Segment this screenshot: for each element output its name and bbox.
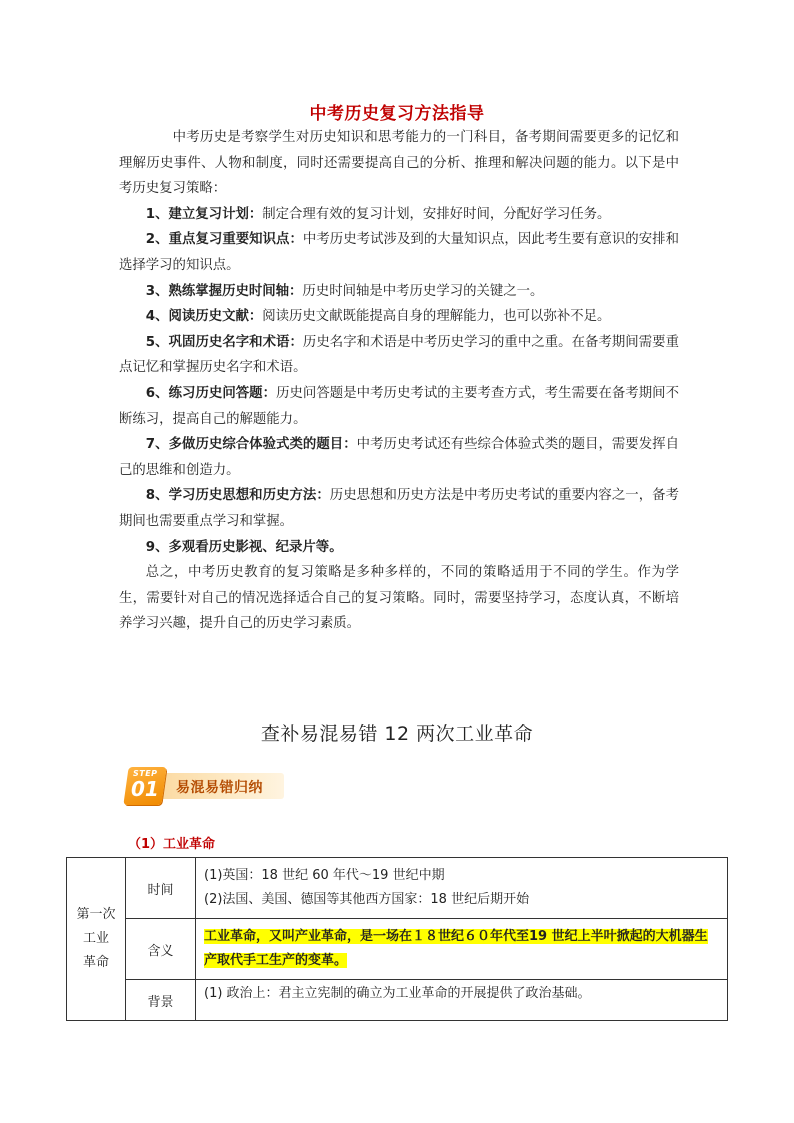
guide-body xyxy=(119,125,679,637)
row-label-time: 时间 xyxy=(126,858,196,919)
row-label-meaning: 含义 xyxy=(126,919,196,980)
row-content-meaning xyxy=(196,919,728,980)
row-group-label xyxy=(67,858,126,1021)
intro-paragraph: 中考历史是考察学生对历史知识和思考能力的一门科目，备考期间需要更多的记忆和理解历史事件、人物和制度，同时还需要提高自己的分析、推理和解决问题的能力。以下是中考历史复习策略： xyxy=(119,130,679,197)
subheading-industrial-revolution: （1）工业革命 xyxy=(128,837,216,852)
strategy-item-2: 2、重点复习重要知识点：中考历史考试涉及到的大量知识点，因此考生要有意识的安排和选择学习的知识点。 xyxy=(119,232,679,273)
row-label-background: 背景 xyxy=(126,980,196,1021)
step-number: 01 xyxy=(131,777,159,801)
guide-title: 中考历史复习方法指导 xyxy=(309,104,485,124)
time-line-2: (2)法国、美国、德国等其他西方国家：18 世纪后期开始 xyxy=(204,892,530,907)
strategy-item-6: 6、练习历史问答题：历史问答题是中考历史考试的主要考查方式，考生需要在备考期间不断练习，提高自己的解题能力。 xyxy=(119,385,679,427)
row-content-time xyxy=(196,858,728,919)
strategy-item-8: 8、学习历史思想和历史方法：历史思想和历史方法是中考历史考试的重要内容之一，备考期间也需要重点学习和掌握。 xyxy=(119,488,679,529)
industrial-revolution-table xyxy=(66,857,728,1021)
strategy-item-3: 3、熟练掌握历史时间轴：历史时间轴是中考历史学习的关键之一。 xyxy=(145,283,544,299)
meaning-highlight: 工业革命，又叫产业革命，是一场在１８世纪６０年代至19 世纪上半叶掀起的大机器生产取代手工生产的变革。 xyxy=(204,929,708,968)
first-industrial-revolution-label: 第一次 工业 革命 xyxy=(76,907,116,970)
strategy-item-1: 1、建立复习计划：制定合理有效的复习计划，安排好时间，分配好学习任务。 xyxy=(145,206,611,222)
row-content-background: (1) 政治上：君主立宪制的确立为工业革命的开展提供了政治基础。 xyxy=(196,980,728,1021)
table-row xyxy=(67,858,728,919)
strategy-item-7: 7、多做历史综合体验式类的题目：中考历史考试还有些综合体验式类的题目，需要发挥自己的思维和创造力。 xyxy=(119,437,679,478)
step-word: STEP xyxy=(133,769,158,778)
strategy-item-4: 4、阅读历史文献：阅读历史文献既能提高自身的理解能力，也可以弥补不足。 xyxy=(145,309,611,325)
table-row xyxy=(67,919,728,980)
conclusion-paragraph: 总之，中考历史教育的复习策略是多种多样的，不同的策略适用于不同的学生。作为学生，需要针对自己的情况选择适合自己的复习策略。同时，需要坚持学习，态度认真，不断培养学习兴趣，提升自己的历史学习素质。 xyxy=(119,565,679,632)
step-label: 易混易错归纳 xyxy=(176,780,263,796)
strategy-item-9: 9、多观看历史影视、纪录片等。 xyxy=(145,539,343,555)
section-title: 查补易混易错 12 两次工业革命 xyxy=(260,723,534,745)
time-line-1: (1)英国：18 世纪 60 年代～19 世纪中期 xyxy=(204,868,445,883)
table-row xyxy=(67,980,728,1021)
step-badge xyxy=(126,767,288,811)
strategy-item-5: 5、巩固历史名字和术语：历史名字和术语是中考历史学习的重中之重。在备考期间需要重点记忆和掌握历史名字和术语。 xyxy=(119,334,679,376)
